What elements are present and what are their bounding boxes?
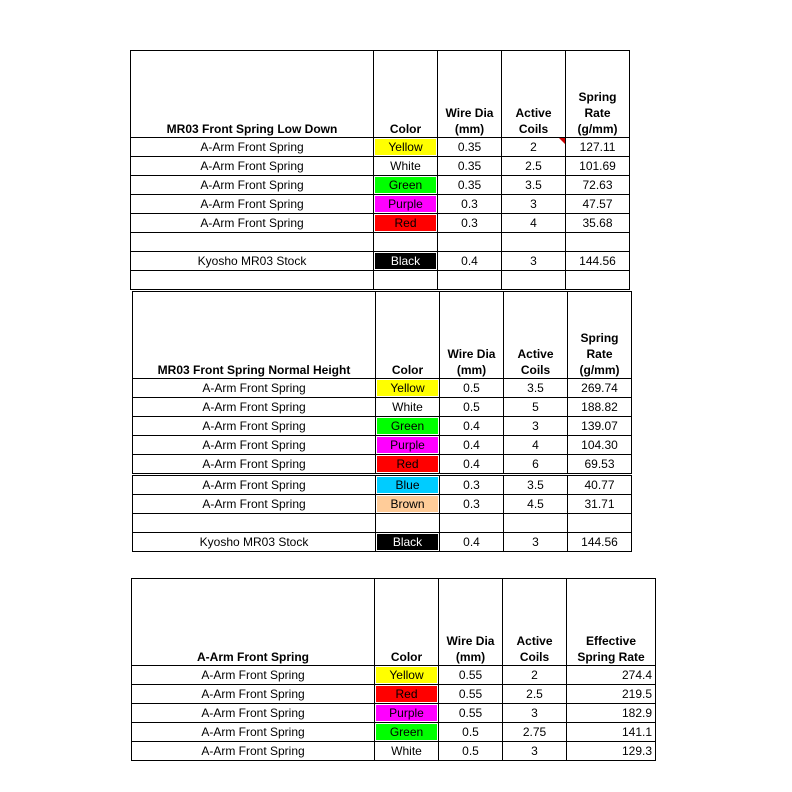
active-coils-value: 3.5 bbox=[504, 475, 568, 495]
spring-rate-value: 40.77 bbox=[568, 475, 632, 495]
table-title: A-Arm Front Spring bbox=[132, 579, 375, 666]
spring-table-effective-rate bbox=[131, 578, 656, 761]
active-coils-value: 2.5 bbox=[502, 157, 566, 176]
wire-dia-value: 0.4 bbox=[438, 252, 502, 271]
table-row bbox=[131, 176, 630, 195]
color-swatch: Brown bbox=[377, 496, 438, 512]
blank-row bbox=[131, 271, 630, 290]
table-row bbox=[133, 495, 632, 514]
table-row bbox=[133, 436, 632, 455]
spring-name: A-Arm Front Spring bbox=[131, 214, 374, 233]
spring-rate-value: 72.63 bbox=[566, 176, 630, 195]
wire-dia-value: 0.5 bbox=[440, 398, 504, 417]
spring-name: A-Arm Front Spring bbox=[132, 723, 375, 742]
color-cell bbox=[375, 704, 439, 723]
spring-rate-value: 274.4 bbox=[567, 666, 656, 685]
wire-dia-value: 0.35 bbox=[438, 157, 502, 176]
table-header-row bbox=[133, 292, 632, 379]
color-swatch: Yellow bbox=[375, 139, 436, 155]
spring-rate-value: 269.74 bbox=[568, 379, 632, 398]
color-swatch: Black bbox=[377, 534, 438, 550]
blank-row bbox=[133, 514, 632, 533]
active-coils-value: 3.5 bbox=[502, 176, 566, 195]
table-header-row bbox=[132, 579, 656, 666]
table-row bbox=[132, 742, 656, 761]
wire-dia-column-header: Wire Dia (mm) bbox=[439, 579, 503, 666]
spring-name: Kyosho MR03 Stock bbox=[131, 252, 374, 271]
active-coils-value: 4 bbox=[502, 214, 566, 233]
spring-rate-value: 141.1 bbox=[567, 723, 656, 742]
color-swatch: Purple bbox=[376, 705, 437, 721]
color-cell bbox=[376, 417, 440, 436]
spring-name: A-Arm Front Spring bbox=[133, 495, 376, 514]
spring-name: A-Arm Front Spring bbox=[133, 379, 376, 398]
wire-dia-column-header: Wire Dia (mm) bbox=[438, 51, 502, 138]
spring-name: A-Arm Front Spring bbox=[133, 436, 376, 455]
color-swatch: Red bbox=[376, 686, 437, 702]
spring-rate-value: 139.07 bbox=[568, 417, 632, 436]
active-coils-value: 3 bbox=[502, 195, 566, 214]
spring-rate-value: 144.56 bbox=[566, 252, 630, 271]
effective-rate-column-header: Effective Spring Rate bbox=[567, 579, 656, 666]
color-swatch: Green bbox=[375, 177, 436, 193]
spring-name: A-Arm Front Spring bbox=[133, 398, 376, 417]
table-title: MR03 Front Spring Normal Height bbox=[133, 292, 376, 379]
spring-name: A-Arm Front Spring bbox=[132, 704, 375, 723]
color-cell bbox=[376, 475, 440, 495]
table-row bbox=[131, 214, 630, 233]
table-row bbox=[133, 417, 632, 436]
color-cell bbox=[374, 214, 438, 233]
spring-rate-value: 219.5 bbox=[567, 685, 656, 704]
color-cell bbox=[375, 723, 439, 742]
spring-rate-value: 31.71 bbox=[568, 495, 632, 514]
color-swatch: Purple bbox=[375, 196, 436, 212]
active-coils-column-header: Active Coils bbox=[502, 51, 566, 138]
wire-dia-value: 0.3 bbox=[438, 195, 502, 214]
blank-row bbox=[131, 233, 630, 252]
active-coils-value: 4 bbox=[504, 436, 568, 455]
wire-dia-value: 0.3 bbox=[438, 214, 502, 233]
color-cell bbox=[375, 742, 439, 761]
spring-rate-value: 104.30 bbox=[568, 436, 632, 455]
active-coils-value: 3.5 bbox=[504, 379, 568, 398]
active-coils-value: 2.75 bbox=[503, 723, 567, 742]
table-row bbox=[131, 157, 630, 176]
color-swatch: White bbox=[376, 743, 437, 759]
color-cell bbox=[375, 685, 439, 704]
spring-rate-value: 129.3 bbox=[567, 742, 656, 761]
spring-name: A-Arm Front Spring bbox=[133, 455, 376, 475]
wire-dia-value: 0.5 bbox=[440, 379, 504, 398]
wire-dia-value: 0.4 bbox=[440, 455, 504, 475]
stock-row bbox=[133, 533, 632, 552]
color-cell bbox=[375, 666, 439, 685]
spring-name: A-Arm Front Spring bbox=[133, 475, 376, 495]
color-cell bbox=[374, 252, 438, 271]
color-column-header: Color bbox=[376, 292, 440, 379]
spring-rate-value: 69.53 bbox=[568, 455, 632, 475]
active-coils-value: 2 bbox=[502, 138, 566, 157]
table-header-row bbox=[131, 51, 630, 138]
table-row bbox=[133, 455, 632, 475]
color-cell bbox=[374, 195, 438, 214]
color-swatch: White bbox=[377, 399, 438, 415]
active-coils-value: 4.5 bbox=[504, 495, 568, 514]
color-swatch: Blue bbox=[377, 477, 438, 493]
wire-dia-value: 0.55 bbox=[439, 666, 503, 685]
table-row bbox=[133, 398, 632, 417]
wire-dia-value: 0.5 bbox=[439, 742, 503, 761]
color-swatch: Green bbox=[377, 418, 438, 434]
color-swatch: Yellow bbox=[376, 667, 437, 683]
wire-dia-value: 0.4 bbox=[440, 417, 504, 436]
spring-rate-value: 188.82 bbox=[568, 398, 632, 417]
wire-dia-value: 0.3 bbox=[440, 495, 504, 514]
active-coils-value: 3 bbox=[502, 252, 566, 271]
wire-dia-value: 0.4 bbox=[440, 436, 504, 455]
active-coils-value: 6 bbox=[504, 455, 568, 475]
color-swatch: Red bbox=[375, 215, 436, 231]
wire-dia-column-header: Wire Dia (mm) bbox=[440, 292, 504, 379]
color-cell bbox=[376, 436, 440, 455]
active-coils-value: 3 bbox=[504, 533, 568, 552]
table-title: MR03 Front Spring Low Down bbox=[131, 51, 374, 138]
spring-rate-column-header: Spring Rate (g/mm) bbox=[566, 51, 630, 138]
spring-name: A-Arm Front Spring bbox=[131, 176, 374, 195]
spring-rate-value: 144.56 bbox=[568, 533, 632, 552]
spring-name: A-Arm Front Spring bbox=[131, 157, 374, 176]
color-cell bbox=[376, 379, 440, 398]
color-cell bbox=[374, 138, 438, 157]
spring-name: A-Arm Front Spring bbox=[132, 685, 375, 704]
active-coils-value: 3 bbox=[504, 417, 568, 436]
active-coils-column-header: Active Coils bbox=[504, 292, 568, 379]
color-swatch: White bbox=[375, 158, 436, 174]
spring-rate-value: 182.9 bbox=[567, 704, 656, 723]
table-row bbox=[132, 704, 656, 723]
color-swatch: Red bbox=[377, 456, 438, 472]
table-row bbox=[132, 666, 656, 685]
wire-dia-value: 0.55 bbox=[439, 685, 503, 704]
active-coils-value: 3 bbox=[503, 704, 567, 723]
color-cell bbox=[376, 398, 440, 417]
color-column-header: Color bbox=[374, 51, 438, 138]
table-row bbox=[131, 195, 630, 214]
table-row bbox=[132, 723, 656, 742]
color-cell bbox=[374, 157, 438, 176]
spring-table-low-down bbox=[130, 50, 630, 290]
table-row bbox=[132, 685, 656, 704]
color-swatch: Yellow bbox=[377, 380, 438, 396]
spring-name: A-Arm Front Spring bbox=[132, 742, 375, 761]
color-column-header: Color bbox=[375, 579, 439, 666]
wire-dia-value: 0.35 bbox=[438, 176, 502, 195]
color-swatch: Green bbox=[376, 724, 437, 740]
spring-name: A-Arm Front Spring bbox=[131, 195, 374, 214]
spring-rate-value: 101.69 bbox=[566, 157, 630, 176]
table-row bbox=[131, 138, 630, 157]
spring-rate-column-header: Spring Rate (g/mm) bbox=[568, 292, 632, 379]
color-swatch: Black bbox=[375, 253, 436, 269]
wire-dia-value: 0.35 bbox=[438, 138, 502, 157]
color-cell bbox=[374, 176, 438, 195]
wire-dia-value: 0.5 bbox=[439, 723, 503, 742]
stock-row bbox=[131, 252, 630, 271]
spring-name: A-Arm Front Spring bbox=[131, 138, 374, 157]
active-coils-column-header: Active Coils bbox=[503, 579, 567, 666]
color-cell bbox=[376, 455, 440, 475]
spring-name: A-Arm Front Spring bbox=[133, 417, 376, 436]
wire-dia-value: 0.55 bbox=[439, 704, 503, 723]
active-coils-value: 2.5 bbox=[503, 685, 567, 704]
active-coils-value: 5 bbox=[504, 398, 568, 417]
color-cell bbox=[376, 495, 440, 514]
spring-table-normal-height bbox=[132, 291, 632, 552]
spring-rate-value: 35.68 bbox=[566, 214, 630, 233]
active-coils-value: 3 bbox=[503, 742, 567, 761]
table-row bbox=[133, 379, 632, 398]
color-swatch: Purple bbox=[377, 437, 438, 453]
spring-rate-value: 127.11 bbox=[566, 138, 630, 157]
spring-name: Kyosho MR03 Stock bbox=[133, 533, 376, 552]
color-cell bbox=[376, 533, 440, 552]
spring-rate-value: 47.57 bbox=[566, 195, 630, 214]
spring-name: A-Arm Front Spring bbox=[132, 666, 375, 685]
wire-dia-value: 0.4 bbox=[440, 533, 504, 552]
wire-dia-value: 0.3 bbox=[440, 475, 504, 495]
table-row bbox=[133, 475, 632, 495]
active-coils-value: 2 bbox=[503, 666, 567, 685]
